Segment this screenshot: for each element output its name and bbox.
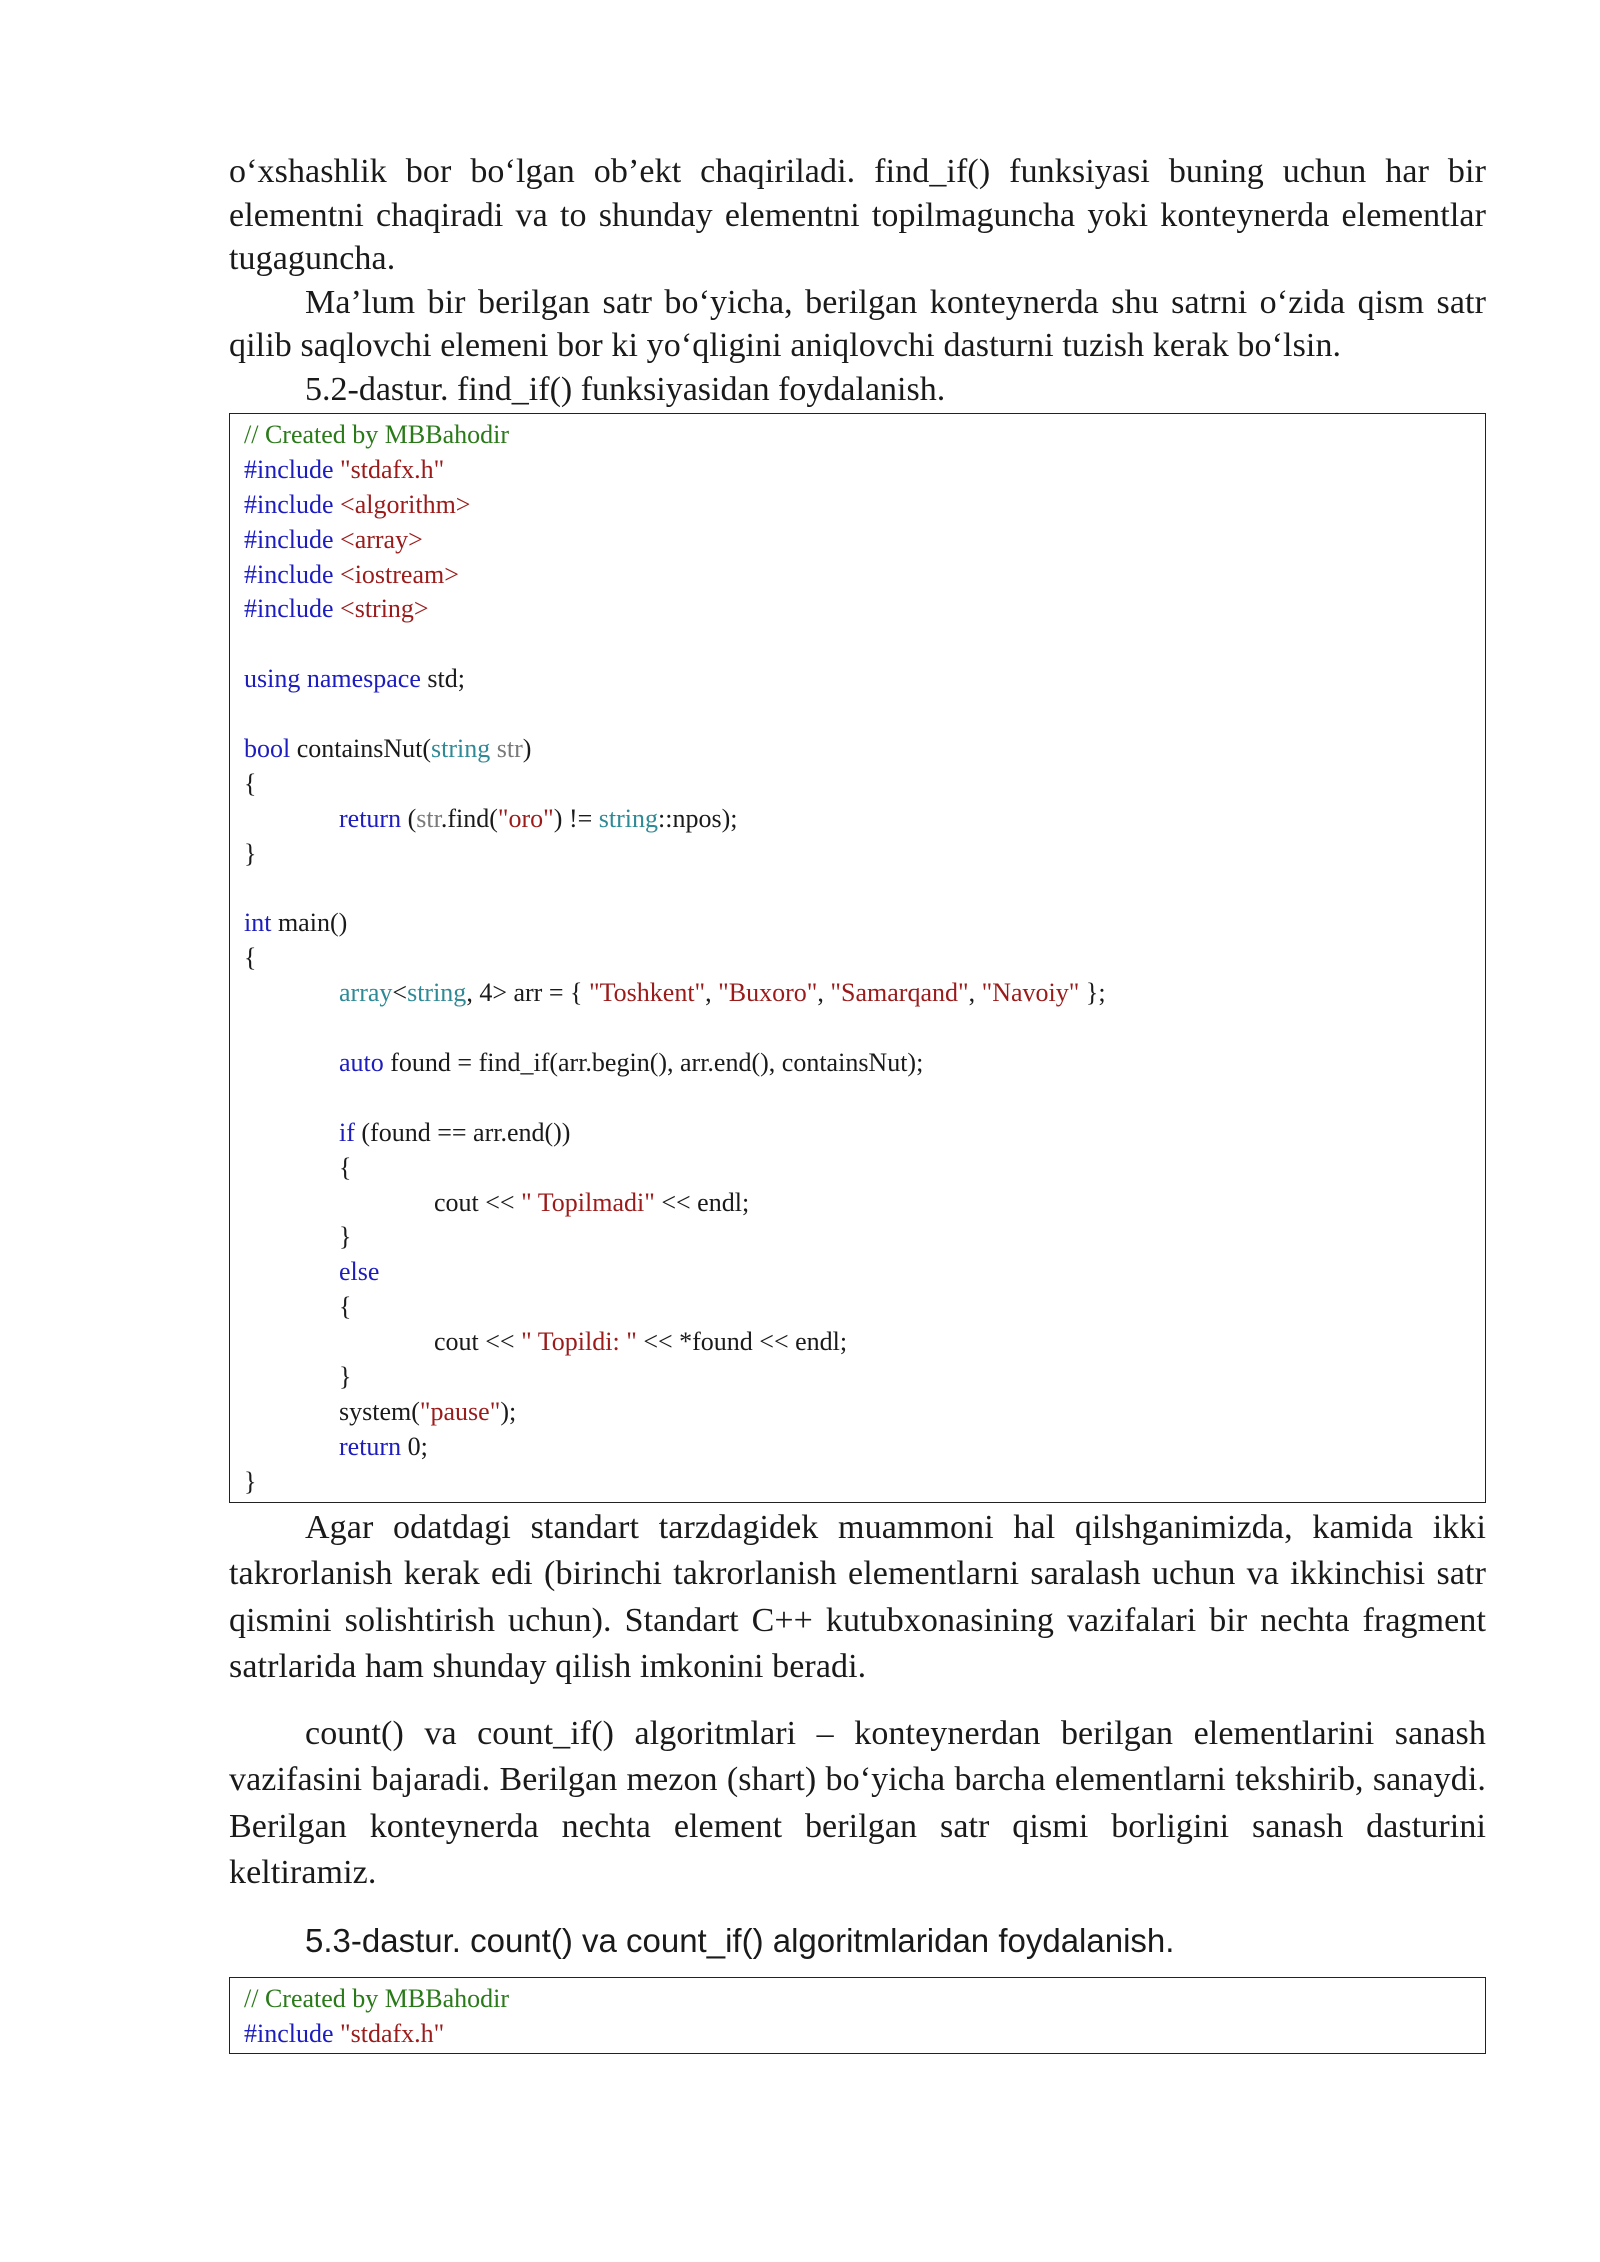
code-text: }	[244, 1466, 257, 1496]
code-line	[244, 1360, 1471, 1395]
code-line	[244, 767, 1471, 802]
code-keyword: #include	[244, 2018, 334, 2048]
code-text: {	[244, 943, 257, 973]
code-keyword: return	[339, 803, 402, 833]
code-text: containsNut(	[290, 734, 432, 764]
code-string: "pause"	[419, 1396, 501, 1426]
code-text: .find(	[440, 803, 498, 833]
code-comment: // Created by MBBahodir	[244, 420, 510, 449]
code-line	[244, 1290, 1471, 1325]
code-type: string	[407, 978, 467, 1008]
code-type: string	[598, 803, 658, 833]
code-line	[244, 732, 1471, 767]
code-keyword: if	[339, 1117, 355, 1147]
code-line	[244, 906, 1471, 941]
code-string: " Topilmadi"	[521, 1187, 655, 1217]
code-text: 0;	[401, 1431, 428, 1461]
code-line	[244, 2017, 1471, 2052]
code-keyword: #include	[244, 454, 334, 484]
code-line	[244, 1395, 1471, 1430]
code-param: str	[490, 734, 523, 764]
code-keyword: using namespace	[244, 664, 421, 694]
code-keyword: #include	[244, 559, 334, 589]
code-text: <	[392, 978, 408, 1008]
code-text: {	[339, 1152, 352, 1182]
code-text: std;	[420, 664, 465, 694]
code-line	[244, 802, 1471, 837]
code-text: (	[401, 803, 417, 833]
code-string: "stdafx.h"	[333, 2018, 445, 2048]
code-type: array	[339, 978, 393, 1008]
code-line	[244, 1325, 1471, 1360]
code-text: found = find_if(arr.begin(), arr.end(), containsNut);	[383, 1048, 924, 1078]
code-text: };	[1079, 978, 1106, 1008]
code-string: <string>	[333, 594, 429, 624]
code-text: system(	[339, 1396, 420, 1426]
code-text: )	[522, 734, 532, 764]
code-keyword: #include	[244, 594, 334, 624]
code-line	[244, 662, 1471, 697]
code-string: <algorithm>	[333, 489, 471, 519]
document-page	[229, 150, 1486, 2054]
code-text: ,	[817, 978, 831, 1008]
code-line	[244, 837, 1471, 872]
code-line	[244, 1982, 1471, 2017]
explanation-paragraph: Agar odatdagi standart tarzdagidek muammoni hal qilshganimizda, kamida ikki takrorlanish kerak edi (birinchi takrorlanish elementlarni saralash uchun va ikkinchisi satr qismini solishtirish uchun). Standart C++ kutubxonasining vazifalari bir nechta fragment satrlarida ham shunday qilish imkonini beradi.	[229, 1508, 1486, 1686]
code-keyword: auto	[339, 1048, 384, 1078]
code-keyword: int	[244, 908, 272, 938]
code-text: ) !=	[553, 803, 599, 833]
code-keyword: else	[339, 1257, 380, 1287]
code-blank-line	[244, 1081, 1471, 1116]
code-string: <iostream>	[333, 559, 459, 589]
code-string: "Toshkent"	[588, 978, 706, 1008]
listing-caption-5-2: 5.2-dastur. find_if() funksiyasidan foydalanish.	[305, 370, 946, 408]
code-line	[244, 1220, 1471, 1255]
code-string: "stdafx.h"	[333, 454, 445, 484]
code-string: "Buxoro"	[718, 978, 818, 1008]
code-line	[244, 1151, 1471, 1186]
code-text: ,	[968, 978, 982, 1008]
code-line	[244, 1255, 1471, 1290]
code-text: }	[244, 838, 257, 868]
code-text: }	[339, 1222, 352, 1252]
code-string: "Navoiy"	[981, 978, 1080, 1008]
code-blank-line	[244, 697, 1471, 732]
code-text: << endl;	[654, 1187, 750, 1217]
code-line	[244, 558, 1471, 593]
paragraph-spacer	[229, 1691, 1486, 1711]
paragraph-spacer	[229, 1897, 1486, 1917]
count-paragraph: count() va count_if() algoritmlari – konteynerdan berilgan elementlarini sanash vazifasini bajaradi. Berilgan mezon (shart) bo‘yicha barcha elementlarni tekshirib, sanaydi. Berilgan konteynerda nechta element berilgan satr qismi borligini sanash dasturini keltiramiz.	[229, 1714, 1486, 1892]
code-line	[244, 941, 1471, 976]
code-line	[244, 1430, 1471, 1465]
code-listing-5-2	[229, 413, 1486, 1503]
intro-paragraph: o‘xshashlik bor bo‘lgan ob’ekt chaqiriladi. find_if() funksiyasi buning uchun har bir elementni chaqiradi va to shunday elementni topilmaguncha yoki konteynerda elementlar tugaguncha.	[229, 153, 1486, 277]
code-string: "Samarqand"	[830, 978, 969, 1008]
code-line	[244, 1046, 1471, 1081]
code-line	[244, 453, 1471, 488]
code-text: }	[339, 1362, 352, 1392]
code-text: {	[339, 1292, 352, 1322]
code-keyword: bool	[244, 734, 291, 764]
code-keyword: #include	[244, 524, 334, 554]
code-keyword: #include	[244, 489, 334, 519]
code-blank-line	[244, 872, 1471, 907]
code-text: << *found << endl;	[636, 1327, 848, 1357]
code-text: cout <<	[434, 1187, 522, 1217]
code-text: ,	[705, 978, 719, 1008]
code-blank-line	[244, 627, 1471, 662]
code-listing-5-3	[229, 1977, 1486, 2055]
code-string: " Topildi: "	[521, 1327, 637, 1357]
code-keyword: return	[339, 1431, 402, 1461]
code-text: , 4> arr = {	[466, 978, 589, 1008]
code-text: {	[244, 768, 257, 798]
code-type: string	[431, 734, 491, 764]
code-param: str	[416, 803, 441, 833]
code-text: );	[500, 1396, 517, 1426]
code-text: ::npos);	[658, 803, 738, 833]
task-paragraph: Ma’lum bir berilgan satr bo‘yicha, berilgan konteynerda shu satrni o‘zida qism satr qilib saqlovchi elemeni bor ki yo‘qligini aniqlovchi dasturni tuzish kerak bo‘lsin.	[229, 283, 1486, 364]
code-line	[244, 523, 1471, 558]
code-line	[244, 1465, 1471, 1500]
code-line	[244, 1186, 1471, 1221]
code-string: "oro"	[497, 803, 554, 833]
code-string: <array>	[333, 524, 423, 554]
listing-caption-5-3: 5.3-dastur. count() va count_if() algoritmlaridan foydalanish.	[305, 1921, 1175, 1959]
code-text: cout <<	[434, 1327, 522, 1357]
code-line	[244, 592, 1471, 627]
code-comment: // Created by MBBahodir	[244, 1983, 510, 2013]
code-blank-line	[244, 1011, 1471, 1046]
code-text: (found == arr.end())	[354, 1117, 571, 1147]
code-line	[244, 976, 1471, 1011]
code-text: main()	[271, 908, 348, 938]
code-line	[244, 488, 1471, 523]
code-line	[244, 1116, 1471, 1151]
code-line	[244, 418, 1471, 453]
